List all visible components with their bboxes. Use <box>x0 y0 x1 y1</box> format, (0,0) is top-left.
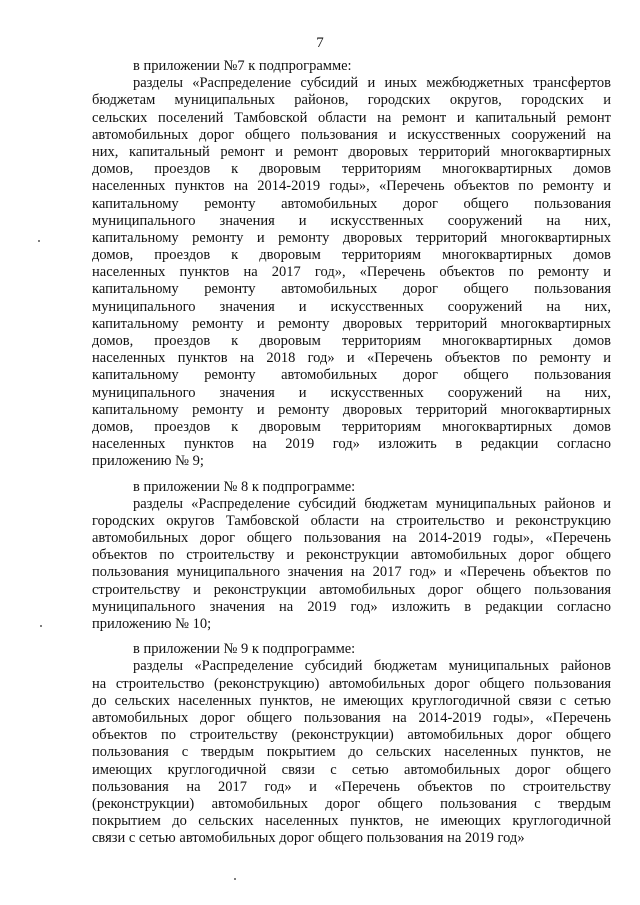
document-body <box>92 58 611 847</box>
section-heading: в приложении № 8 к подпрограмме: <box>133 478 356 495</box>
text-line: (реконструкции) автомобильных дорог общего пользования с твердым <box>92 795 611 812</box>
text-line: пользования на 2017 год» и «Перечень объектов по строительству <box>92 778 611 795</box>
text-line: автомобильных дорог общего пользования на 2014-2019 годы», «Перечень <box>92 709 611 726</box>
text-line: капитальному ремонту автомобильных дорог общего пользования <box>92 195 611 212</box>
text-line: разделы «Распределение субсидий и иных межбюджетных трансфертов <box>133 75 611 92</box>
text-line: них, капитальный ремонт и ремонт дворовых территорий многоквартирных <box>92 143 611 160</box>
text-line: населенных пунктов на 2017 год», «Перечень объектов по ремонту и <box>92 264 611 281</box>
text-line: приложению № 9; <box>92 453 204 470</box>
paragraph <box>92 496 611 634</box>
text-line: населенных пунктов на 2018 год» и «Перечень объектов по ремонту и <box>92 350 611 367</box>
document-section <box>92 479 611 642</box>
text-line: связи с сетью автомобильных дорог общего пользования на 2019 год» <box>92 830 525 847</box>
text-line: пользования муниципального значения на 2017 год» и «Перечень объектов по <box>92 564 611 581</box>
document-section <box>92 58 611 479</box>
text-line: домов, проездов к дворовым территориям многоквартирных домов <box>92 161 611 178</box>
text-line: имеющих круглогодичной связи с сетью автомобильных дорог общего <box>92 761 611 778</box>
text-line: автомобильных дорог общего пользования на 2014-2019 годы», «Перечень <box>92 530 611 547</box>
text-line: покрытием до сельских населенных пунктов, не имеющих круглогодичной <box>92 813 611 830</box>
scan-speck <box>40 625 42 627</box>
text-line: разделы «Распределение субсидий бюджетам муниципальных районов и <box>133 495 611 512</box>
text-line: капитальному ремонту автомобильных дорог общего пользования <box>92 281 611 298</box>
text-line: капитальному ремонту и ремонту дворовых территорий многоквартирных <box>92 315 611 332</box>
section-heading: в приложении №7 к подпрограмме: <box>133 58 352 74</box>
paragraph <box>92 75 611 470</box>
text-line: строительству и реконструкции автомобильных дорог общего пользования <box>92 581 611 598</box>
text-line: городских округов Тамбовской области на строительство и реконструкцию <box>92 512 611 529</box>
document-section <box>92 641 611 847</box>
paragraph-gap <box>92 633 611 641</box>
text-line: пользования с твердым покрытием до сельских населенных пунктов, не <box>92 744 611 761</box>
text-line: объектов по строительству (реконструкции) автомобильных дорог общего <box>92 727 611 744</box>
text-line: населенных пунктов на 2014-2019 годы», «Перечень объектов по ремонту и <box>92 178 611 195</box>
text-line: объектов по строительству и реконструкции автомобильных дорог общего <box>92 547 611 564</box>
text-line: сельских поселений Тамбовской области на ремонт и капитальный ремонт <box>92 109 611 126</box>
text-line: домов, проездов к дворовым территориям многоквартирных домов <box>92 247 611 264</box>
text-line: домов, проездов к дворовым территориям многоквартирных домов <box>92 418 611 435</box>
text-line: муниципального значения на 2019 год» изложить в редакции согласно <box>92 598 611 615</box>
text-line: домов, проездов к дворовым территориям многоквартирных домов <box>92 333 611 349</box>
paragraph-gap <box>92 471 611 479</box>
section-heading: в приложении № 9 к подпрограмме: <box>133 641 356 658</box>
text-line: муниципального значения и искусственных сооружений на них, <box>92 212 611 229</box>
text-line: автомобильных дорог общего пользования и искусственных сооружений на <box>92 126 611 143</box>
text-line: капитальному ремонту и ремонту дворовых территорий многоквартирных <box>92 401 611 418</box>
paragraph <box>92 658 611 847</box>
text-line: муниципального значения и искусственных сооружений на них, <box>92 384 611 401</box>
text-line: до сельских населенных пунктов, не имеющих круглогодичной связи с сетью <box>92 692 611 709</box>
text-line: на строительство (реконструкцию) автомобильных дорог общего пользования <box>92 675 611 692</box>
text-line: муниципального значения и искусственных сооружений на них, <box>92 298 611 315</box>
scan-speck <box>234 878 236 880</box>
text-line: разделы «Распределение субсидий бюджетам муниципальных районов <box>133 658 611 675</box>
scan-speck <box>38 240 40 242</box>
text-line: капитальному ремонту и ремонту дворовых территорий многоквартирных <box>92 229 611 246</box>
text-line: капитальному ремонту автомобильных дорог общего пользования <box>92 367 611 384</box>
text-line: приложению № 10; <box>92 616 212 632</box>
text-line: бюджетам муниципальных районов, городских округов, городских и <box>92 92 611 109</box>
text-line: населенных пунктов на 2019 год» изложить в редакции согласно <box>92 436 611 453</box>
page-number: 7 <box>316 35 324 51</box>
